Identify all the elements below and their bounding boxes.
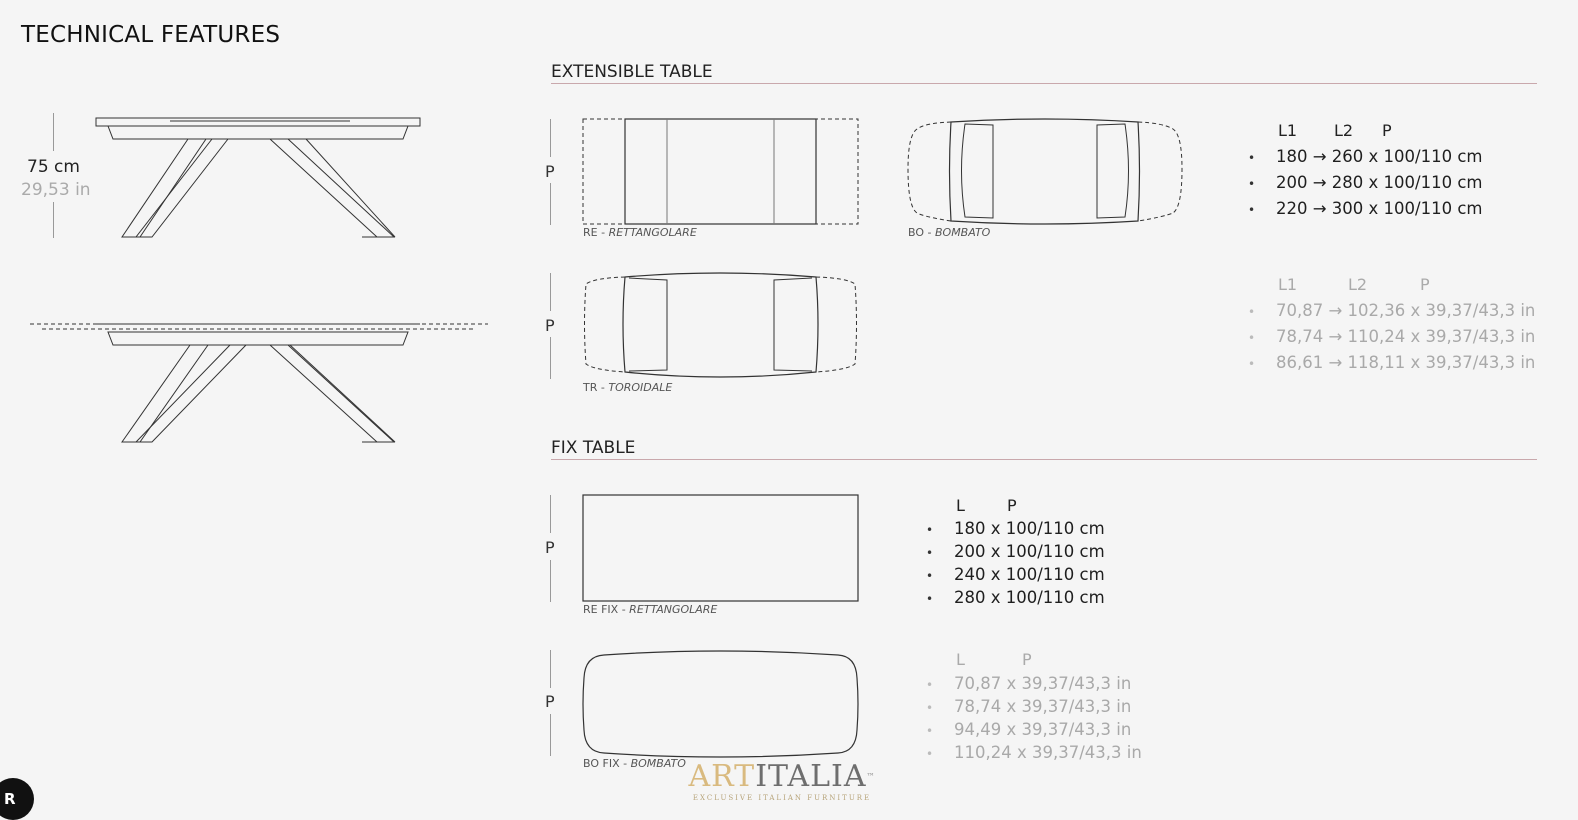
refix-p-dimension-top [550,495,551,533]
ext-metric-row: • 180 → 260 x 100/110 cm [1248,147,1483,166]
logo-trademark: ™ [866,772,876,781]
fix-metric-row: • 280 x 100/110 cm [926,588,1105,607]
logo-tagline: EXCLUSIVE ITALIAN FURNITURE [692,794,872,802]
refix-p-label: P [545,538,555,557]
fix-imperial-row: • 70,87 x 39,37/43,3 in [926,674,1132,693]
fix-imperial-header-p: P [1022,650,1032,669]
bofix-p-dimension-top [550,650,551,688]
ext-metric-row: • 200 → 280 x 100/110 cm [1248,173,1483,192]
tr-caption: TR - TOROIDALE [583,381,673,394]
table-side-view-extended [0,0,520,450]
re-fix-rettangolare-diagram [580,491,862,606]
ext-metric-header-p: P [1382,121,1392,140]
ext-metric-header-l2: L2 [1334,121,1354,140]
extensible-heading-rule [551,83,1537,84]
tr-toroidale-diagram [580,268,862,383]
fix-heading-rule [551,459,1537,460]
fix-metric-row: • 240 x 100/110 cm [926,565,1105,584]
bofix-p-label: P [545,692,555,711]
tr-p-dimension-bottom [550,337,551,379]
ext-imperial-row: • 78,74 → 110,24 x 39,37/43,3 in [1248,327,1536,346]
re-rettangolare-diagram [580,115,862,230]
fix-imperial-header-l: L [956,650,965,669]
re-p-label: P [545,162,555,181]
ext-imperial-header-l1: L1 [1278,275,1298,294]
re-p-dimension-bottom [550,183,551,225]
chat-widget-button[interactable] [0,778,34,820]
logo-art-text: ART [688,759,756,794]
fix-metric-header-l: L [956,496,965,515]
ext-imperial-row: • 70,87 → 102,36 x 39,37/43,3 in [1248,301,1536,320]
bo-fix-caption: BO FIX - BOMBATO [583,757,686,770]
extensible-table-heading: EXTENSIBLE TABLE [551,62,713,82]
tr-p-dimension-top [550,273,551,311]
fix-table-heading: FIX TABLE [551,438,636,458]
bofix-p-dimension-bottom [550,714,551,756]
chat-widget-label: R [4,790,16,808]
fix-imperial-row: • 94,49 x 39,37/43,3 in [926,720,1132,739]
bo-fix-bombato-diagram [580,648,862,763]
ext-metric-row: • 220 → 300 x 100/110 cm [1248,199,1483,218]
re-caption: RE - RETTANGOLARE [583,226,697,239]
fix-metric-row: • 180 x 100/110 cm [926,519,1105,538]
fix-metric-header-p: P [1007,496,1017,515]
re-fix-caption: RE FIX - RETTANGOLARE [583,603,718,616]
ext-metric-header-l1: L1 [1278,121,1298,140]
fix-imperial-row: • 110,24 x 39,37/43,3 in [926,743,1142,762]
ext-imperial-header-p: P [1420,275,1430,294]
height-cm-label: 75 cm [27,157,80,177]
logo-italia-text: ITALIA [755,759,867,794]
fix-metric-row: • 200 x 100/110 cm [926,542,1105,561]
bo-caption: BO - BOMBATO [908,226,991,239]
page-title: TECHNICAL FEATURES [21,22,281,48]
height-in-label: 29,53 in [21,180,91,200]
re-p-dimension-top [550,119,551,157]
ext-imperial-row: • 86,61 → 118,11 x 39,37/43,3 in [1248,353,1536,372]
fix-imperial-row: • 78,74 x 39,37/43,3 in [926,697,1132,716]
ext-imperial-header-l2: L2 [1348,275,1368,294]
artitalia-logo [682,760,882,811]
refix-p-dimension-bottom [550,560,551,602]
bo-bombato-diagram [905,115,1190,230]
tr-p-label: P [545,316,555,335]
